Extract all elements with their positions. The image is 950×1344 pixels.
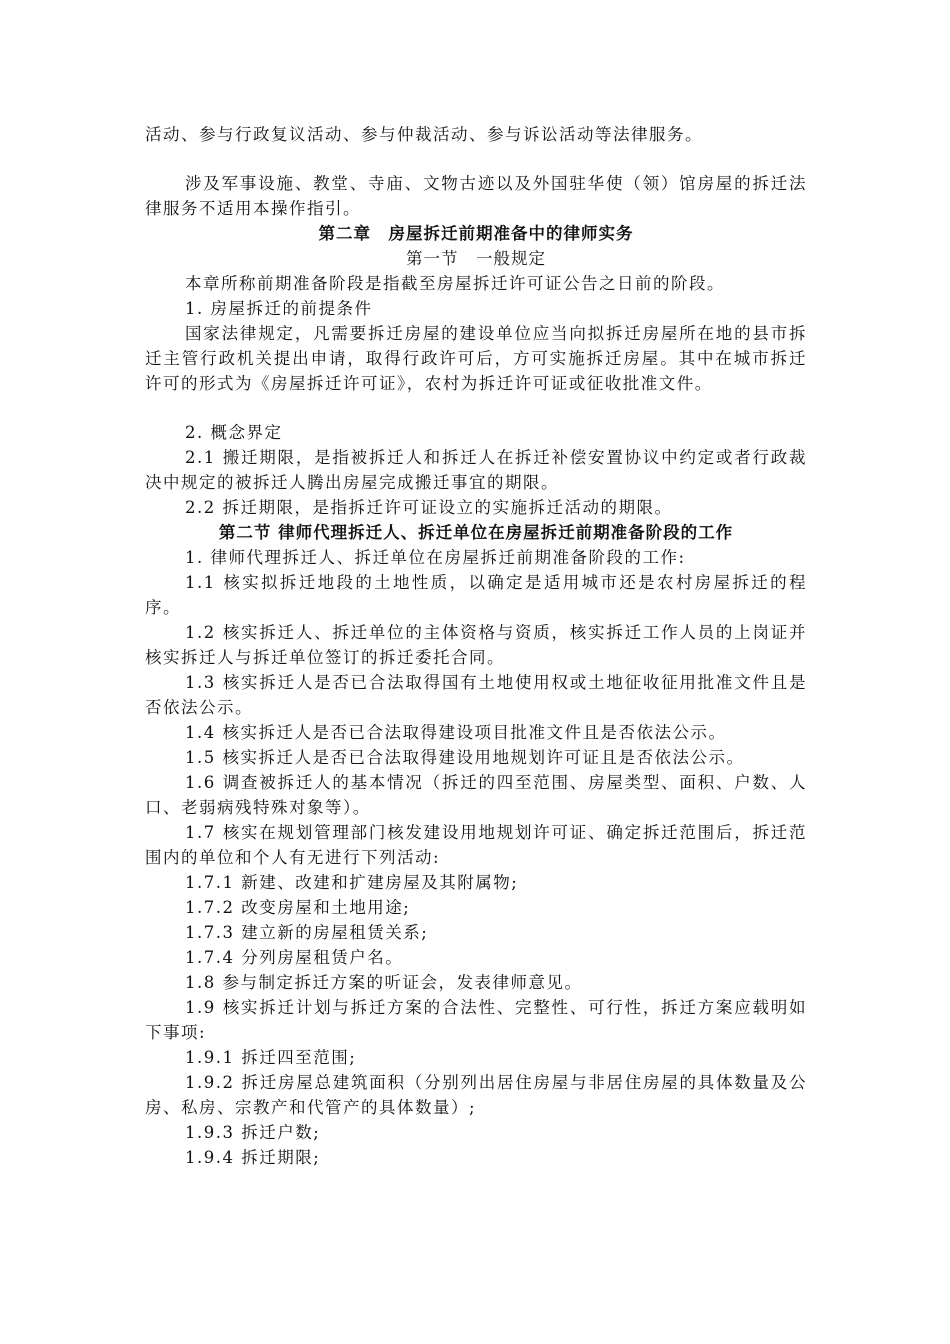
chapter-2-title: 第二章 房屋拆迁前期准备中的律师实务 — [318, 224, 634, 243]
s2-item-1-9-3: 1.9.3 拆迁户数; — [185, 1123, 321, 1142]
s2-item-1-7-4: 1.7.4 分列房屋租赁户名。 — [185, 948, 404, 967]
s2-item-1-9: 1.9 核实拆迁计划与拆迁方案的合法性、完整性、可行性，拆迁方案应载明如下事项: — [145, 998, 807, 1042]
s2-item-1-9-1: 1.9.1 拆迁四至范围; — [185, 1048, 357, 1067]
section-2-title: 第二节 律师代理拆迁人、拆迁单位在房屋拆迁前期准备阶段的工作 — [218, 523, 734, 542]
s2-item-1-5: 1.5 核实拆迁人是否已合法取得建设用地规划许可证且是否依法公示。 — [185, 748, 745, 767]
s2-item-1-3: 1.3 核实拆迁人是否已合法取得国有土地使用权或土地征收征用批准文件且是否依法公示。 — [145, 673, 807, 717]
s2-item-1-9-4: 1.9.4 拆迁期限; — [185, 1148, 321, 1167]
document-page — [145, 122, 807, 1170]
s2-item-1-9-2: 1.9.2 拆迁房屋总建筑面积（分别列出居住房屋与非居住房屋的具体数量及公房、私房、宗教产和代管产的具体数量）; — [145, 1073, 807, 1117]
paragraph-scope: 本章所称前期准备阶段是指截至房屋拆迁许可证公告之日前的阶段。 — [185, 274, 725, 293]
s2-item-1-7-2: 1.7.2 改变房屋和土地用途; — [185, 898, 411, 917]
s2-item-1-7: 1.7 核实在规划管理部门核发建设用地规划许可证、确定拆迁范围后，拆迁范围内的单位和个人有无进行下列活动: — [145, 823, 807, 867]
s2-item-1-4: 1.4 核实拆迁人是否已合法取得建设项目批准文件且是否依法公示。 — [185, 723, 727, 742]
paragraph-intro-tail: 活动、参与行政复议活动、参与仲裁活动、参与诉讼活动等法律服务。 — [145, 125, 703, 144]
s2-item-1-2: 1.2 核实拆迁人、拆迁单位的主体资格与资质，核实拆迁工作人员的上岗证并核实拆迁人与拆迁单位签订的拆迁委托合同。 — [145, 623, 807, 667]
s2-item-1-7-3: 1.7.3 建立新的房屋租赁关系; — [185, 923, 429, 942]
s2-item-1-8: 1.8 参与制定拆迁方案的听证会，发表律师意见。 — [185, 973, 583, 992]
item-2-heading: 2. 概念界定 — [185, 423, 283, 442]
paragraph-item-1-body: 国家法律规定，凡需要拆迁房屋的建设单位应当向拟拆迁房屋所在地的县市拆迁主管行政机关提出申请，取得行政许可后，方可实施拆迁房屋。其中在城市拆迁许可的形式为《房屋拆迁许可证》，农村为拆迁许可证或征收批准文件。 — [145, 324, 807, 393]
s2-item-1-7-1: 1.7.1 新建、改建和扩建房屋及其附属物; — [185, 873, 519, 892]
item-1-heading: 1. 房屋拆迁的前提条件 — [185, 299, 373, 318]
item-2-2: 2.2 拆迁期限，是指拆迁许可证设立的实施拆迁活动的期限。 — [185, 498, 673, 517]
item-2-1: 2.1 搬迁期限，是指被拆迁人和拆迁人在拆迁补偿安置协议中约定或者行政裁决中规定的被拆迁人腾出房屋完成搬迁事宜的期限。 — [145, 448, 807, 492]
s2-item-1-1: 1.1 核实拟拆迁地段的土地性质，以确定是适用城市还是农村房屋拆迁的程序。 — [145, 573, 807, 617]
s2-item-1-6: 1.6 调查被拆迁人的基本情况（拆迁的四至范围、房屋类型、面积、户数、人口、老弱病残特殊对象等）。 — [145, 773, 807, 817]
s2-item-1: 1. 律师代理拆迁人、拆迁单位在房屋拆迁前期准备阶段的工作: — [185, 548, 686, 567]
section-1-title: 第一节 一般规定 — [406, 249, 546, 268]
paragraph-exclusion: 涉及军事设施、教堂、寺庙、文物古迹以及外国驻华使（领）馆房屋的拆迁法律服务不适用本操作指引。 — [145, 174, 807, 218]
